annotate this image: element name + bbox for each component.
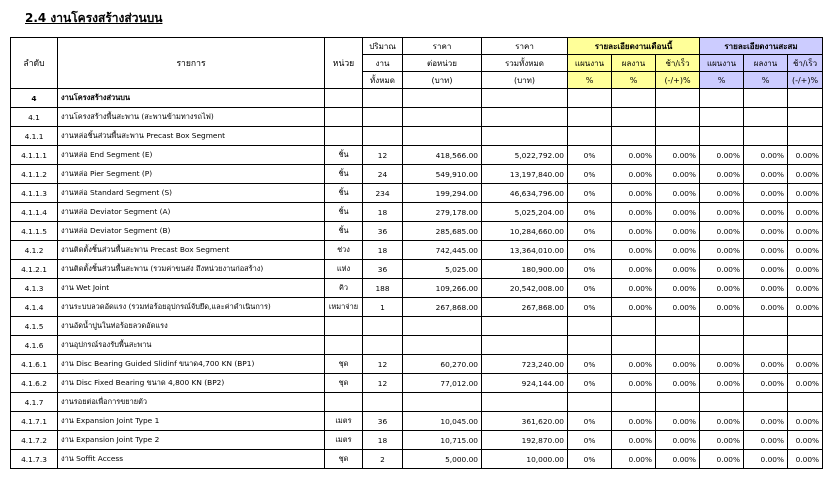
row-cum-plan: 0.00% <box>700 450 744 469</box>
table-row <box>11 260 823 279</box>
row-month-diff: 0.00% <box>656 450 700 469</box>
row-cum-plan: 0.00% <box>700 355 744 374</box>
row-no: 4.1.1.3 <box>11 184 58 203</box>
row-cum-plan <box>700 89 744 108</box>
row-month-plan: 0% <box>568 431 612 450</box>
row-total: 180,900.00 <box>482 260 568 279</box>
row-unit-price: 418,566.00 <box>403 146 482 165</box>
row-cum-actual <box>744 317 788 336</box>
row-month-actual <box>612 89 656 108</box>
row-unit: ชิ้น <box>325 203 363 222</box>
row-total: 13,197,840.00 <box>482 165 568 184</box>
row-unit-price: 5,025.00 <box>403 260 482 279</box>
row-unit-price: 60,270.00 <box>403 355 482 374</box>
row-total <box>482 393 568 412</box>
table-row <box>11 317 823 336</box>
row-month-diff: 0.00% <box>656 165 700 184</box>
header-price-1: ราคา <box>403 38 482 55</box>
row-total: 20,542,008.00 <box>482 279 568 298</box>
row-unit: ชุด <box>325 355 363 374</box>
row-cum-diff: 0.00% <box>788 355 823 374</box>
row-unit-price <box>403 89 482 108</box>
row-no: 4.1.7.2 <box>11 431 58 450</box>
row-qty: 12 <box>363 374 403 393</box>
page-title: 2.4 งานโครงสร้างส่วนบน <box>25 11 163 25</box>
row-cum-diff: 0.00% <box>788 146 823 165</box>
header-cum-actual-unit: % <box>744 72 788 89</box>
row-qty: 36 <box>363 260 403 279</box>
row-item: งานหล่อ End Segment (E) <box>58 146 325 165</box>
row-month-plan <box>568 393 612 412</box>
row-cum-diff: 0.00% <box>788 241 823 260</box>
row-cum-diff: 0.00% <box>788 203 823 222</box>
header-qty-2: งาน <box>363 55 403 72</box>
header-total-3: (บาท) <box>482 72 568 89</box>
row-cum-plan: 0.00% <box>700 431 744 450</box>
row-unit <box>325 89 363 108</box>
row-month-actual <box>612 336 656 355</box>
header-price-2: ต่อหน่วย <box>403 55 482 72</box>
row-item: งาน Disc Bearing Guided Slidinf ขนาด4,700 KN (BP1) <box>58 355 325 374</box>
table-row <box>11 298 823 317</box>
row-cum-plan: 0.00% <box>700 146 744 165</box>
row-item: งานหล่อ Deviator Segment (B) <box>58 222 325 241</box>
row-qty: 18 <box>363 431 403 450</box>
row-no: 4.1.3 <box>11 279 58 298</box>
row-month-plan: 0% <box>568 412 612 431</box>
row-month-plan: 0% <box>568 165 612 184</box>
row-cum-actual: 0.00% <box>744 431 788 450</box>
row-total: 5,022,792.00 <box>482 146 568 165</box>
row-cum-actual: 0.00% <box>744 222 788 241</box>
row-unit: เมตร <box>325 431 363 450</box>
row-no: 4.1.1.5 <box>11 222 58 241</box>
row-cum-plan: 0.00% <box>700 374 744 393</box>
row-month-actual: 0.00% <box>612 222 656 241</box>
row-unit <box>325 317 363 336</box>
row-qty: 234 <box>363 184 403 203</box>
row-cum-plan <box>700 108 744 127</box>
table-row <box>11 127 823 146</box>
row-no: 4.1.6.1 <box>11 355 58 374</box>
row-unit-price: 109,266.00 <box>403 279 482 298</box>
row-total: 924,144.00 <box>482 374 568 393</box>
row-cum-actual: 0.00% <box>744 412 788 431</box>
row-cum-plan: 0.00% <box>700 260 744 279</box>
row-cum-diff: 0.00% <box>788 412 823 431</box>
row-cum-actual <box>744 89 788 108</box>
header-unit: หน่วย <box>325 38 363 89</box>
row-month-actual: 0.00% <box>612 412 656 431</box>
header-cum-plan: แผนงาน <box>700 55 744 72</box>
row-cum-plan: 0.00% <box>700 298 744 317</box>
row-month-plan: 0% <box>568 298 612 317</box>
row-unit <box>325 127 363 146</box>
row-no: 4.1 <box>11 108 58 127</box>
row-cum-actual: 0.00% <box>744 184 788 203</box>
row-cum-diff <box>788 336 823 355</box>
row-unit-price: 77,012.00 <box>403 374 482 393</box>
row-no: 4.1.6 <box>11 336 58 355</box>
row-cum-actual <box>744 108 788 127</box>
row-cum-actual: 0.00% <box>744 203 788 222</box>
table-row <box>11 108 823 127</box>
row-unit-price <box>403 393 482 412</box>
row-unit: ชิ้น <box>325 222 363 241</box>
row-unit: ชิ้น <box>325 165 363 184</box>
row-cum-actual: 0.00% <box>744 298 788 317</box>
table-row <box>11 412 823 431</box>
row-month-plan: 0% <box>568 203 612 222</box>
row-unit-price: 10,715.00 <box>403 431 482 450</box>
row-cum-plan <box>700 336 744 355</box>
header-no: ลำดับ <box>11 38 58 89</box>
row-cum-plan: 0.00% <box>700 165 744 184</box>
row-total: 723,240.00 <box>482 355 568 374</box>
row-qty <box>363 336 403 355</box>
row-no: 4.1.6.2 <box>11 374 58 393</box>
row-cum-diff <box>788 108 823 127</box>
row-unit-price: 199,294.00 <box>403 184 482 203</box>
row-month-plan: 0% <box>568 450 612 469</box>
row-item: งานติดตั้งชิ้นส่วนพื้นสะพาน (รวมค่าขนส่ง ถึงหน่วยงานก่อสร้าง) <box>58 260 325 279</box>
row-month-actual: 0.00% <box>612 450 656 469</box>
row-month-plan: 0% <box>568 374 612 393</box>
row-unit: ชุด <box>325 374 363 393</box>
row-month-actual: 0.00% <box>612 260 656 279</box>
header-month-actual-unit: % <box>612 72 656 89</box>
row-item: งานหล่อชิ้นส่วนพื้นสะพาน Precast Box Segment <box>58 127 325 146</box>
row-month-diff <box>656 336 700 355</box>
table-row <box>11 279 823 298</box>
row-unit-price: 279,178.00 <box>403 203 482 222</box>
row-unit-price <box>403 317 482 336</box>
row-qty <box>363 393 403 412</box>
row-cum-diff <box>788 89 823 108</box>
row-month-actual: 0.00% <box>612 165 656 184</box>
row-no: 4.1.2.1 <box>11 260 58 279</box>
row-cum-diff: 0.00% <box>788 298 823 317</box>
row-month-actual <box>612 127 656 146</box>
row-unit: ชิ้น <box>325 184 363 203</box>
row-unit: คิว <box>325 279 363 298</box>
row-month-diff <box>656 393 700 412</box>
row-month-plan: 0% <box>568 146 612 165</box>
row-unit-price <box>403 336 482 355</box>
row-month-diff <box>656 317 700 336</box>
row-no: 4.1.7.1 <box>11 412 58 431</box>
row-cum-plan: 0.00% <box>700 241 744 260</box>
row-no: 4.1.5 <box>11 317 58 336</box>
row-unit-price: 549,910.00 <box>403 165 482 184</box>
row-cum-diff <box>788 317 823 336</box>
row-cum-diff: 0.00% <box>788 374 823 393</box>
row-month-actual: 0.00% <box>612 279 656 298</box>
row-total: 361,620.00 <box>482 412 568 431</box>
row-cum-diff: 0.00% <box>788 279 823 298</box>
row-month-plan: 0% <box>568 184 612 203</box>
header-group-cumulative: รายละเอียดงานสะสม <box>700 38 823 55</box>
row-month-diff: 0.00% <box>656 241 700 260</box>
row-month-plan <box>568 89 612 108</box>
row-cum-actual: 0.00% <box>744 450 788 469</box>
header-total-2: รวมทั้งหมด <box>482 55 568 72</box>
row-cum-plan: 0.00% <box>700 203 744 222</box>
table-row <box>11 241 823 260</box>
row-total <box>482 89 568 108</box>
table-row <box>11 146 823 165</box>
row-cum-actual <box>744 393 788 412</box>
header-total-1: ราคา <box>482 38 568 55</box>
row-no: 4.1.1.2 <box>11 165 58 184</box>
row-month-diff: 0.00% <box>656 431 700 450</box>
row-total <box>482 317 568 336</box>
row-total: 13,364,010.00 <box>482 241 568 260</box>
row-cum-actual: 0.00% <box>744 374 788 393</box>
row-month-plan <box>568 108 612 127</box>
row-qty <box>363 317 403 336</box>
row-item: งานโครงสร้างส่วนบน <box>58 89 325 108</box>
row-cum-plan: 0.00% <box>700 279 744 298</box>
row-unit: เมตร <box>325 412 363 431</box>
row-item: งานรอยต่อเพื่อการขยายตัว <box>58 393 325 412</box>
row-cum-actual: 0.00% <box>744 260 788 279</box>
row-qty <box>363 108 403 127</box>
row-total <box>482 108 568 127</box>
row-cum-actual: 0.00% <box>744 279 788 298</box>
row-month-actual: 0.00% <box>612 355 656 374</box>
row-cum-actual: 0.00% <box>744 241 788 260</box>
row-item: งานระบบลวดอัดแรง (รวมท่อร้อยอุปกรณ์จับยึด,และค่าดำเนินการ) <box>58 298 325 317</box>
row-unit: แห่ง <box>325 260 363 279</box>
row-cum-diff <box>788 127 823 146</box>
row-item: งาน Wet Joint <box>58 279 325 298</box>
row-month-diff: 0.00% <box>656 184 700 203</box>
row-total: 10,000.00 <box>482 450 568 469</box>
row-cum-actual: 0.00% <box>744 146 788 165</box>
row-cum-diff <box>788 393 823 412</box>
row-no: 4 <box>11 89 58 108</box>
row-month-plan: 0% <box>568 222 612 241</box>
row-month-plan <box>568 127 612 146</box>
header-cum-plan-unit: % <box>700 72 744 89</box>
row-unit: ชิ้น <box>325 146 363 165</box>
row-qty: 1 <box>363 298 403 317</box>
row-item: งานหล่อ Standard Segment (S) <box>58 184 325 203</box>
row-month-diff <box>656 89 700 108</box>
header-price-3: (บาท) <box>403 72 482 89</box>
row-month-diff: 0.00% <box>656 355 700 374</box>
row-unit: ช่วง <box>325 241 363 260</box>
row-unit: เหมาจ่าย <box>325 298 363 317</box>
row-cum-diff: 0.00% <box>788 165 823 184</box>
header-cum-actual: ผลงาน <box>744 55 788 72</box>
row-month-diff: 0.00% <box>656 260 700 279</box>
row-cum-plan: 0.00% <box>700 222 744 241</box>
row-month-plan <box>568 317 612 336</box>
row-total <box>482 127 568 146</box>
row-month-plan <box>568 336 612 355</box>
row-qty: 36 <box>363 412 403 431</box>
row-month-actual: 0.00% <box>612 203 656 222</box>
row-item: งาน Expansion Joint Type 2 <box>58 431 325 450</box>
row-qty: 18 <box>363 241 403 260</box>
row-qty: 24 <box>363 165 403 184</box>
row-item: งานติดตั้งชิ้นส่วนพื้นสะพาน Precast Box Segment <box>58 241 325 260</box>
row-qty: 18 <box>363 203 403 222</box>
row-no: 4.1.2 <box>11 241 58 260</box>
row-unit-price: 267,868.00 <box>403 298 482 317</box>
row-cum-diff: 0.00% <box>788 184 823 203</box>
row-qty: 12 <box>363 355 403 374</box>
header-qty-1: ปริมาณ <box>363 38 403 55</box>
row-total: 5,025,204.00 <box>482 203 568 222</box>
row-total: 46,634,796.00 <box>482 184 568 203</box>
row-item: งานอุปกรณ์รองรับพื้นสะพาน <box>58 336 325 355</box>
table-row <box>11 222 823 241</box>
row-month-plan: 0% <box>568 260 612 279</box>
table-row <box>11 89 823 108</box>
row-cum-diff: 0.00% <box>788 260 823 279</box>
row-month-actual: 0.00% <box>612 184 656 203</box>
row-no: 4.1.1.4 <box>11 203 58 222</box>
row-cum-actual: 0.00% <box>744 355 788 374</box>
row-month-diff: 0.00% <box>656 279 700 298</box>
row-unit <box>325 108 363 127</box>
boq-table <box>10 37 823 469</box>
table-row <box>11 393 823 412</box>
row-cum-plan <box>700 393 744 412</box>
header-cum-diff-unit: (-/+)% <box>788 72 823 89</box>
row-month-actual: 0.00% <box>612 374 656 393</box>
row-no: 4.1.1 <box>11 127 58 146</box>
row-cum-plan <box>700 317 744 336</box>
row-item: งาน Expansion Joint Type 1 <box>58 412 325 431</box>
header-month-diff: ช้า/เร็ว <box>656 55 700 72</box>
header-item: รายการ <box>58 38 325 89</box>
row-month-actual: 0.00% <box>612 431 656 450</box>
row-cum-diff: 0.00% <box>788 431 823 450</box>
row-month-diff: 0.00% <box>656 146 700 165</box>
row-month-diff: 0.00% <box>656 222 700 241</box>
row-unit-price <box>403 127 482 146</box>
header-month-actual: ผลงาน <box>612 55 656 72</box>
row-cum-actual <box>744 127 788 146</box>
row-unit-price: 10,045.00 <box>403 412 482 431</box>
row-total: 267,868.00 <box>482 298 568 317</box>
row-month-actual <box>612 393 656 412</box>
row-total: 10,284,660.00 <box>482 222 568 241</box>
row-cum-actual <box>744 336 788 355</box>
row-qty: 188 <box>363 279 403 298</box>
row-month-plan: 0% <box>568 355 612 374</box>
table-row <box>11 450 823 469</box>
row-cum-diff: 0.00% <box>788 222 823 241</box>
header-month-plan: แผนงาน <box>568 55 612 72</box>
row-unit-price: 5,000.00 <box>403 450 482 469</box>
row-month-diff: 0.00% <box>656 374 700 393</box>
row-item: งานหล่อ Pier Segment (P) <box>58 165 325 184</box>
row-unit <box>325 393 363 412</box>
table-row <box>11 203 823 222</box>
row-no: 4.1.7.3 <box>11 450 58 469</box>
row-cum-diff: 0.00% <box>788 450 823 469</box>
row-month-diff: 0.00% <box>656 412 700 431</box>
header-month-diff-unit: (-/+)% <box>656 72 700 89</box>
row-cum-actual: 0.00% <box>744 165 788 184</box>
row-qty <box>363 127 403 146</box>
row-month-actual: 0.00% <box>612 146 656 165</box>
row-cum-plan: 0.00% <box>700 412 744 431</box>
row-month-plan: 0% <box>568 279 612 298</box>
row-month-actual: 0.00% <box>612 298 656 317</box>
table-row <box>11 336 823 355</box>
row-qty: 12 <box>363 146 403 165</box>
row-unit-price: 285,685.00 <box>403 222 482 241</box>
row-total: 192,870.00 <box>482 431 568 450</box>
table-row <box>11 431 823 450</box>
table-row <box>11 184 823 203</box>
row-item: งาน Soffit Access <box>58 450 325 469</box>
row-month-actual <box>612 108 656 127</box>
row-item: งาน Disc Fixed Bearing ขนาด 4,800 KN (BP2) <box>58 374 325 393</box>
row-qty: 36 <box>363 222 403 241</box>
row-month-actual <box>612 317 656 336</box>
header-cum-diff: ช้า/เร็ว <box>788 55 823 72</box>
row-month-diff <box>656 127 700 146</box>
row-no: 4.1.1.1 <box>11 146 58 165</box>
row-qty: 2 <box>363 450 403 469</box>
row-month-actual: 0.00% <box>612 241 656 260</box>
row-cum-plan: 0.00% <box>700 184 744 203</box>
header-group-month: รายละเอียดงานเดือนนี้ <box>568 38 700 55</box>
row-item: งานอัดน้ำปูนในท่อร้อยลวดอัดแรง <box>58 317 325 336</box>
table-row <box>11 165 823 184</box>
row-item: งานหล่อ Deviator Segment (A) <box>58 203 325 222</box>
row-unit-price <box>403 108 482 127</box>
row-no: 4.1.4 <box>11 298 58 317</box>
row-qty <box>363 89 403 108</box>
row-total <box>482 336 568 355</box>
row-month-diff: 0.00% <box>656 298 700 317</box>
table-row <box>11 355 823 374</box>
row-cum-plan <box>700 127 744 146</box>
row-month-diff: 0.00% <box>656 203 700 222</box>
header-qty-3: ทั้งหมด <box>363 72 403 89</box>
row-month-plan: 0% <box>568 241 612 260</box>
table-row <box>11 374 823 393</box>
row-item: งานโครงสร้างพื้นสะพาน (สะพานข้ามทางรถไฟ) <box>58 108 325 127</box>
row-unit: ชุด <box>325 450 363 469</box>
row-no: 4.1.7 <box>11 393 58 412</box>
row-unit-price: 742,445.00 <box>403 241 482 260</box>
header-month-plan-unit: % <box>568 72 612 89</box>
row-unit <box>325 336 363 355</box>
row-month-diff <box>656 108 700 127</box>
